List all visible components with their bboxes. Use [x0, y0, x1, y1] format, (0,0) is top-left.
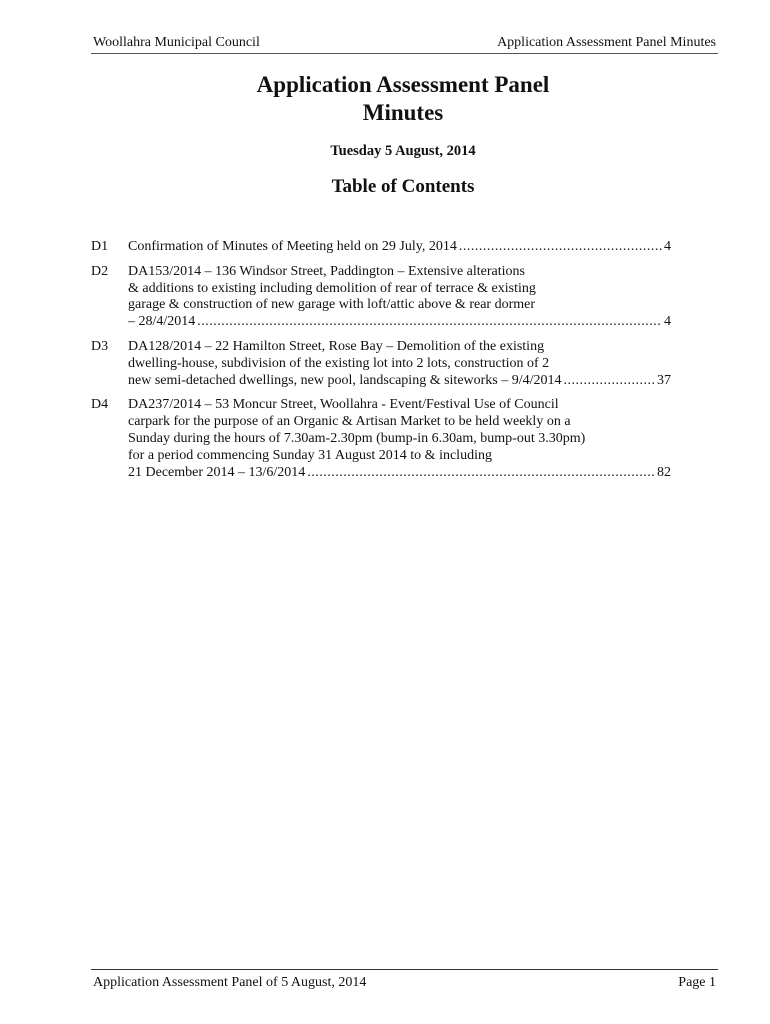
toc-entry-code: D4: [91, 397, 109, 413]
toc-entry-line: garage & construction of new garage with loft/attic above & rear dormer: [128, 297, 536, 313]
toc-entry-text: [128, 239, 671, 256]
toc-entry-line: new semi-detached dwellings, new pool, landscaping & siteworks – 9/4/2014: [128, 372, 562, 388]
toc-entry-text: [128, 339, 671, 389]
toc-entry-last-line: [128, 239, 671, 256]
meeting-date: Tuesday 5 August, 2014: [330, 143, 476, 159]
toc-entry[interactable]: [91, 264, 671, 331]
toc-entry[interactable]: [91, 397, 671, 481]
toc-entry-line: DA128/2014 – 22 Hamilton Street, Rose Bay – Demolition of the existing: [128, 338, 545, 354]
dot-leader: [459, 239, 662, 256]
toc-entry-line: dwelling-house, subdivision of the existing lot into 2 lots, construction of 2: [128, 355, 550, 371]
page-footer: [91, 969, 718, 992]
toc-entry-line: carpark for the purpose of an Organic & Artisan Market to be held weekly on a: [128, 414, 571, 430]
dot-leader: [197, 314, 662, 331]
toc-entry-code: D2: [91, 263, 109, 279]
toc-entry-line: DA153/2014 – 136 Windsor Street, Paddington – Extensive alterations: [128, 263, 525, 279]
toc-entry-line: 21 December 2014 – 13/6/2014: [128, 464, 306, 480]
toc-entry-line: – 28/4/2014: [128, 314, 196, 330]
toc-entry-line: DA237/2014 – 53 Moncur Street, Woollahra - Event/Festival Use of Council: [128, 397, 559, 413]
toc-entry-line: & additions to existing including demolition of rear of terrace & existing: [128, 280, 536, 296]
table-of-contents: [91, 239, 671, 489]
toc-entry-page-number: 82: [657, 464, 671, 480]
toc-entry-text: [128, 397, 671, 481]
document-title-line-2: Minutes: [362, 100, 444, 125]
footer-page-number: Page 1: [678, 975, 716, 990]
toc-entry-page-number: 4: [664, 314, 671, 330]
toc-entry-line: Confirmation of Minutes of Meeting held on 29 July, 2014: [128, 239, 457, 254]
dot-leader: [564, 373, 655, 390]
toc-entry-last-line: [128, 373, 671, 390]
toc-entry-last-line: [128, 465, 671, 482]
header-document-name: Application Assessment Panel Minutes: [497, 35, 716, 50]
toc-entry-code: D3: [91, 338, 109, 354]
toc-entry[interactable]: [91, 239, 671, 256]
table-of-contents-heading: Table of Contents: [331, 176, 475, 197]
dot-leader: [307, 465, 655, 482]
toc-entry-page-number: 4: [664, 239, 671, 254]
document-title-line-1: Application Assessment Panel: [256, 72, 550, 97]
document-title: [0, 71, 770, 127]
toc-entry-text: [128, 264, 671, 331]
page-header: [91, 33, 718, 54]
toc-entry-page-number: 37: [657, 372, 671, 388]
toc-entry-line: Sunday during the hours of 7.30am-2.30pm (bump-in 6.30am, bump-out 3.30pm): [128, 430, 586, 446]
toc-entry-line: for a period commencing Sunday 31 August 2014 to & including: [128, 447, 492, 463]
toc-entry[interactable]: [91, 339, 671, 389]
toc-entry-last-line: [128, 314, 671, 331]
toc-entry-code: D1: [91, 239, 109, 254]
header-council-name: Woollahra Municipal Council: [93, 35, 260, 50]
footer-meeting-name: Application Assessment Panel of 5 August, 2014: [93, 975, 367, 990]
